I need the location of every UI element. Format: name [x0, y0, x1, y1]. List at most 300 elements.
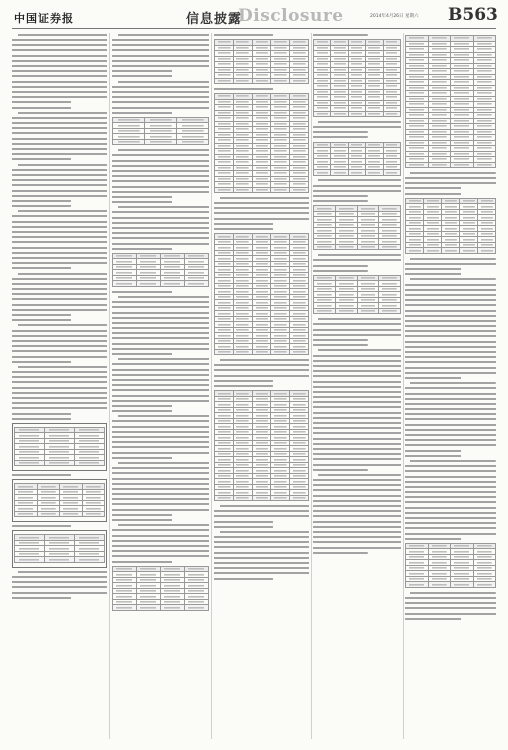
table-row	[215, 187, 309, 193]
text-line	[12, 95, 107, 99]
text-line	[12, 80, 107, 84]
table-cell	[348, 111, 365, 117]
table-cell	[252, 495, 271, 501]
text-line	[12, 189, 107, 193]
text-line	[118, 523, 209, 527]
text-line	[118, 357, 209, 361]
table-cell	[113, 139, 145, 145]
data-table	[405, 543, 496, 588]
table-cell	[185, 605, 209, 611]
text-line	[313, 489, 401, 493]
text-line	[405, 490, 496, 494]
text-line	[313, 374, 401, 378]
text-line	[12, 121, 107, 125]
table-cell	[314, 111, 331, 117]
text-line	[12, 59, 107, 63]
section-heading	[12, 318, 71, 322]
table-row	[215, 349, 309, 355]
text-line	[12, 194, 107, 198]
text-line	[112, 539, 209, 543]
table-cell	[451, 582, 474, 588]
text-line	[214, 509, 309, 513]
text-line	[112, 482, 209, 486]
text-line	[112, 497, 209, 501]
text-line	[112, 487, 209, 491]
text-line	[112, 477, 209, 481]
text-line	[112, 394, 209, 398]
table-row	[406, 248, 496, 254]
text-line	[12, 126, 107, 130]
text-line	[12, 178, 107, 182]
text-line	[318, 253, 401, 257]
text-line	[112, 49, 209, 53]
table-cell	[233, 78, 252, 84]
text-line	[214, 363, 309, 367]
section-heading	[112, 518, 172, 522]
text-line	[405, 376, 461, 380]
table-cell	[478, 248, 496, 254]
text-line	[220, 358, 309, 362]
text-line	[12, 137, 107, 141]
table-row	[15, 460, 105, 466]
section-heading	[313, 269, 368, 273]
text-line	[405, 324, 496, 328]
text-line	[112, 154, 209, 158]
masthead	[0, 0, 508, 30]
table-row	[314, 244, 401, 250]
text-line	[405, 516, 496, 520]
text-line	[318, 120, 401, 124]
text-line	[405, 596, 496, 600]
text-line	[12, 152, 107, 156]
text-line	[118, 33, 209, 37]
text-line	[12, 266, 71, 270]
text-line	[220, 196, 309, 200]
text-line	[12, 344, 107, 348]
text-line	[214, 556, 309, 560]
text-line	[405, 361, 496, 365]
text-line	[405, 428, 496, 432]
section-heading	[12, 524, 71, 528]
table-row	[406, 582, 496, 588]
table-cell	[290, 187, 309, 193]
text-line	[214, 206, 309, 210]
text-line	[12, 407, 107, 411]
table-cell	[357, 308, 379, 314]
data-table	[313, 205, 401, 250]
text-line	[112, 185, 209, 189]
text-line	[405, 511, 496, 515]
column-divider	[311, 33, 312, 739]
text-line	[214, 212, 309, 216]
table-cell	[348, 170, 365, 176]
text-line	[112, 174, 209, 178]
table-cell	[428, 162, 451, 168]
text-line	[313, 515, 401, 519]
text-line	[313, 520, 401, 524]
text-line	[313, 411, 401, 415]
text-line	[313, 494, 401, 498]
text-line	[410, 257, 496, 261]
text-line	[12, 412, 71, 416]
table-cell	[271, 495, 290, 501]
table-row	[314, 308, 401, 314]
text-line	[112, 508, 209, 512]
text-line	[405, 262, 496, 266]
text-line	[112, 363, 209, 367]
text-line	[214, 201, 309, 205]
table-cell	[82, 511, 105, 517]
section-heading	[214, 227, 273, 231]
text-line	[12, 132, 107, 136]
text-line	[112, 226, 209, 230]
text-line	[12, 313, 71, 317]
text-line	[405, 501, 496, 505]
newspaper-logo: 中国证券报	[14, 12, 74, 25]
text-line	[214, 551, 309, 555]
text-line	[12, 355, 107, 359]
text-line	[405, 319, 496, 323]
table-row	[314, 170, 401, 176]
text-line	[112, 305, 209, 309]
section-title-cn: 信息披露	[186, 12, 243, 27]
text-line	[405, 418, 496, 422]
text-line	[112, 337, 209, 341]
text-line	[12, 38, 107, 42]
text-line	[214, 566, 309, 570]
text-line	[405, 309, 496, 313]
text-line	[18, 209, 107, 213]
text-line	[112, 388, 209, 392]
text-line	[112, 316, 209, 320]
text-line	[313, 380, 401, 384]
table-row	[113, 281, 209, 287]
table-cell	[379, 244, 401, 250]
table-cell	[233, 495, 252, 501]
text-line	[112, 85, 209, 89]
text-line	[405, 392, 496, 396]
table-cell	[314, 308, 336, 314]
table-row	[406, 162, 496, 168]
section-heading	[405, 454, 461, 458]
table-cell	[451, 162, 474, 168]
text-line	[405, 495, 496, 499]
text-line	[112, 347, 209, 351]
text-line	[405, 612, 496, 616]
data-table	[14, 483, 105, 517]
text-line	[405, 469, 496, 473]
text-line	[405, 397, 496, 401]
text-line	[18, 570, 107, 574]
text-line	[313, 432, 401, 436]
text-line	[313, 130, 368, 134]
table-cell	[366, 111, 383, 117]
text-line	[220, 530, 309, 534]
table-cell	[424, 248, 442, 254]
text-line	[405, 527, 496, 531]
text-line	[214, 514, 309, 518]
text-line	[405, 475, 496, 479]
text-line	[313, 457, 401, 461]
section-heading	[12, 417, 71, 421]
text-line	[112, 331, 209, 335]
text-line	[313, 530, 401, 534]
table-cell	[331, 170, 348, 176]
section-heading	[112, 75, 172, 79]
data-table	[112, 253, 209, 287]
text-line	[112, 195, 172, 199]
text-line	[112, 425, 209, 429]
text-line	[12, 287, 107, 291]
text-line	[214, 369, 309, 373]
table-cell	[161, 281, 185, 287]
text-line	[112, 247, 172, 251]
text-line	[12, 230, 107, 234]
text-line	[12, 183, 107, 187]
table-cell	[75, 460, 105, 466]
text-line	[214, 540, 309, 544]
table-cell	[215, 349, 234, 355]
text-line	[405, 181, 496, 185]
text-line	[112, 242, 209, 246]
table-cell	[383, 170, 400, 176]
table-cell	[45, 557, 75, 563]
text-line	[313, 259, 401, 263]
text-line	[112, 64, 209, 68]
text-line	[410, 591, 496, 595]
text-line	[313, 385, 401, 389]
text-line	[313, 499, 401, 503]
text-line	[112, 100, 209, 104]
text-line	[112, 440, 209, 444]
column-1	[12, 33, 107, 741]
table-cell	[406, 162, 429, 168]
table-cell	[252, 78, 271, 84]
text-line	[313, 452, 401, 456]
text-line	[12, 220, 107, 224]
table-cell	[335, 244, 357, 250]
text-line	[405, 433, 496, 437]
text-line	[405, 350, 496, 354]
text-line	[12, 277, 107, 281]
text-line	[405, 402, 496, 406]
text-line	[12, 75, 107, 79]
table-cell	[233, 187, 252, 193]
text-line	[405, 371, 496, 375]
data-table	[214, 390, 309, 501]
text-line	[112, 399, 209, 403]
text-line	[313, 338, 368, 342]
text-line	[112, 503, 209, 507]
text-line	[12, 54, 107, 58]
text-line	[112, 554, 209, 558]
data-table	[112, 117, 209, 146]
text-line	[112, 221, 209, 225]
text-line	[12, 334, 107, 338]
text-line	[112, 430, 209, 434]
text-line	[12, 43, 107, 47]
text-line	[405, 335, 496, 339]
text-line	[112, 231, 209, 235]
text-line	[318, 179, 401, 183]
text-line	[12, 585, 107, 589]
text-line	[12, 142, 107, 146]
text-line	[405, 532, 496, 536]
data-table	[214, 93, 309, 193]
table-cell	[145, 139, 177, 145]
text-line	[112, 529, 209, 533]
text-line	[313, 416, 401, 420]
table-cell	[460, 248, 478, 254]
table-cell	[15, 511, 38, 517]
text-line	[405, 601, 496, 605]
table-cell	[37, 511, 60, 517]
text-line	[313, 125, 401, 129]
text-line	[18, 33, 107, 37]
text-line	[12, 64, 107, 68]
text-line	[313, 535, 401, 539]
table-row	[113, 139, 209, 145]
data-table	[405, 198, 496, 254]
table-cell	[252, 187, 271, 193]
text-line	[112, 544, 209, 548]
text-line	[112, 513, 172, 517]
text-line	[12, 591, 107, 595]
text-line	[112, 446, 209, 450]
text-line	[405, 267, 461, 271]
table-cell	[75, 557, 105, 563]
text-line	[12, 596, 71, 600]
text-line	[313, 421, 401, 425]
text-line	[112, 466, 209, 470]
text-line	[112, 383, 209, 387]
text-line	[12, 116, 107, 120]
text-line	[313, 442, 401, 446]
table-cell	[60, 511, 83, 517]
text-line	[313, 390, 401, 394]
text-line	[405, 444, 496, 448]
text-line	[18, 272, 107, 276]
data-table	[112, 566, 209, 611]
text-line	[12, 360, 71, 364]
text-line	[112, 492, 209, 496]
text-line	[12, 158, 71, 162]
table-cell	[314, 244, 336, 250]
text-line	[318, 317, 401, 321]
text-line	[313, 354, 401, 358]
text-line	[214, 374, 309, 378]
text-line	[313, 546, 401, 550]
text-line	[405, 329, 496, 333]
text-line	[220, 504, 309, 508]
table-cell	[215, 495, 234, 501]
text-line	[112, 211, 209, 215]
text-line	[112, 111, 172, 115]
table-cell	[314, 170, 331, 176]
text-line	[112, 534, 209, 538]
text-line	[12, 396, 107, 400]
table-row	[15, 511, 105, 517]
text-line	[405, 288, 496, 292]
table-cell	[137, 281, 161, 287]
text-line	[12, 298, 107, 302]
text-line	[12, 386, 107, 390]
table-cell	[428, 582, 451, 588]
table-cell	[406, 248, 424, 254]
data-table	[313, 39, 401, 117]
table-cell	[379, 308, 401, 314]
table-cell	[331, 111, 348, 117]
section-heading	[313, 343, 368, 347]
text-line	[313, 184, 401, 188]
text-line	[214, 520, 273, 524]
text-line	[112, 95, 209, 99]
section-heading	[313, 136, 368, 140]
text-line	[118, 414, 209, 418]
masthead-rule	[12, 28, 496, 29]
data-table	[214, 233, 309, 355]
text-line	[313, 483, 401, 487]
text-line	[313, 447, 401, 451]
table-cell	[233, 349, 252, 355]
text-line	[313, 328, 401, 332]
text-line	[12, 85, 107, 89]
text-line	[405, 187, 461, 191]
text-line	[112, 179, 209, 183]
section-heading	[214, 525, 273, 529]
section-heading	[112, 409, 172, 413]
text-line	[405, 506, 496, 510]
text-line	[112, 216, 209, 220]
table-cell	[357, 244, 379, 250]
text-line	[313, 426, 401, 430]
dateline: 2014年4月26日 星期六	[370, 14, 419, 19]
table-cell	[473, 582, 496, 588]
section-title-en: Disclosure	[238, 6, 344, 26]
text-line	[112, 106, 209, 110]
text-line	[405, 464, 496, 468]
boxed-table	[12, 530, 107, 568]
page-number: B563	[448, 5, 498, 25]
text-line	[12, 580, 107, 584]
table-row	[215, 78, 309, 84]
text-line	[405, 314, 496, 318]
text-line	[112, 90, 209, 94]
text-line	[405, 438, 496, 442]
text-line	[118, 205, 209, 209]
text-line	[118, 148, 209, 152]
column-divider	[109, 33, 110, 739]
text-line	[214, 222, 273, 226]
text-line	[12, 225, 107, 229]
table-cell	[473, 162, 496, 168]
table-cell	[45, 460, 75, 466]
text-line	[12, 251, 107, 255]
table-cell	[442, 248, 460, 254]
text-line	[112, 352, 172, 356]
table-cell	[137, 605, 161, 611]
text-line	[405, 303, 496, 307]
text-line	[12, 173, 107, 177]
text-line	[112, 169, 209, 173]
section-heading	[12, 473, 71, 477]
text-line	[12, 69, 107, 73]
text-line	[112, 237, 209, 241]
text-line	[112, 321, 209, 325]
text-line	[313, 364, 401, 368]
boxed-table	[12, 479, 107, 522]
text-line	[12, 49, 107, 53]
